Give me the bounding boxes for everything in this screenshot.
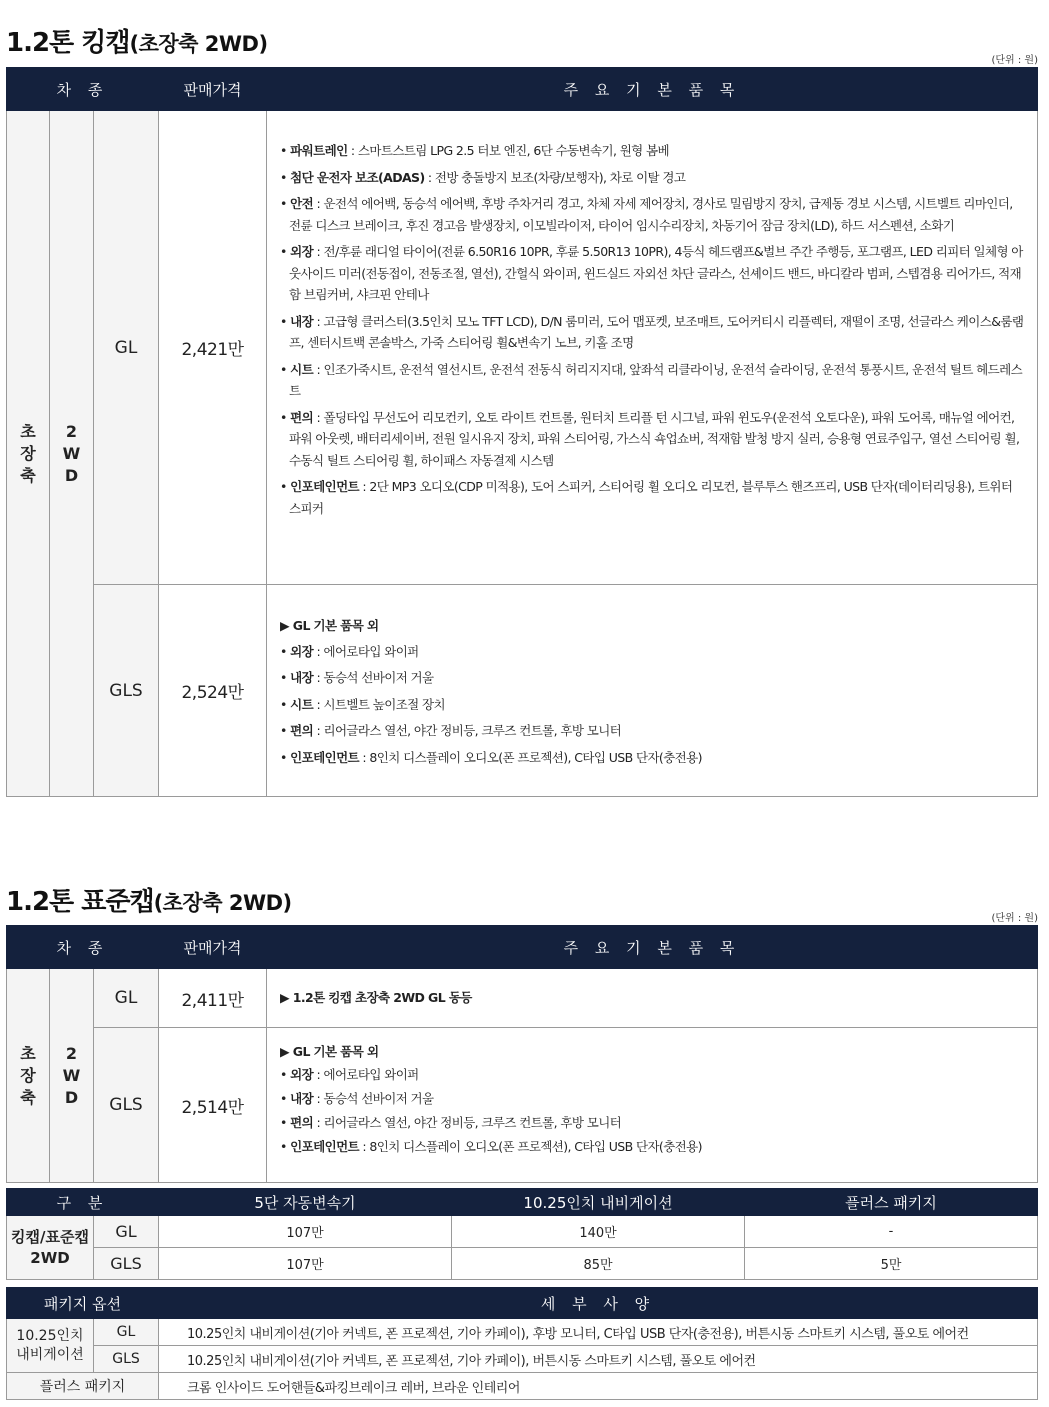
feature-text: : 전방 충돌방지 보조(차량/보행자), 차로 이탈 경고 — [424, 169, 686, 185]
feature-label: 첨단 운전자 보조(ADAS) — [290, 169, 425, 185]
feature-label: 시트 — [290, 361, 314, 377]
feature-text: : 동승석 선바이저 거울 — [313, 670, 434, 685]
feature-item: • 편의 : 폴딩타입 무선도어 리모컨키, 오토 라이트 컨트롤, 원터치 트리플 턴 시그널, 파워 윈도우(운전석 오토다운), 파워 도어록, 매뉴얼 에어컨, 파워 아웃렛, 배터리세이버, 전원 일시유지 장치, 파워 스티어링, 가스식 쇽업쇼버, 적재함 발청 방지 실러, 승용형 연료주입구, 열선 스티어링 휠, 수동식 틸트 스티어링 휠, 하이패스 자동결제 시스템 — [280, 409, 1020, 468]
feature-item: • 외장 : 전/후륜 래디얼 타이어(전륜 6.50R16 10PR, 후륜 5.50R13 10PR), 4등식 헤드램프&벌브 주간 주행등, 포그램프, LED 리피터 일체형 아웃사이드 미러(전동접이, 전동조절, 열선), 간헐식 와이퍼, 윈드실드 자외선 차단 글라스, 선셰이드 밴드, 바디칼라 범퍼, 스텝겸용 리어가드, 적재함 브림커버, 샤크핀 안테나 — [280, 244, 1023, 302]
options-trim-gls: GLS — [94, 1248, 159, 1280]
features-gl-2 — [267, 969, 1038, 1028]
options-gl-auto: 107만 — [159, 1216, 452, 1248]
feature-label: 편의 — [290, 409, 314, 425]
drive-type-label: 2WD — [62, 421, 81, 485]
options-col-auto: 5단 자동변속기 — [159, 1189, 452, 1216]
options-gl-navi: 140만 — [452, 1216, 745, 1248]
feature-item: • 외장 : 에어로타입 와이퍼 — [280, 643, 419, 659]
feature-item: • 편의 : 리어글라스 열선, 야간 정비등, 크루즈 컨트롤, 후방 모니터 — [280, 1115, 622, 1130]
feature-text: : 에어로타입 와이퍼 — [313, 1067, 419, 1082]
price-gls: 2,524만 — [159, 585, 267, 797]
feature-item: • 인포테인먼트 : 8인치 디스플레이 오디오(폰 프로젝션), C타입 USB 단자(충전용) — [280, 749, 702, 765]
feature-item: • 내장 : 동승석 선바이저 거울 — [280, 1091, 434, 1106]
features-gls-heading: ▶ GL 기본 품목 외 — [280, 618, 379, 633]
features-header-2: 주 요 기 본 품 목 — [267, 926, 1038, 969]
feature-text: : 폴딩타입 무선도어 리모컨키, 오토 라이트 컨트롤, 원터치 트리플 턴 시그널, 파워 윈도우(운전석 오토다운), 파워 도어록, 매뉴얼 에어컨, 파워 아웃렛, 배터리세이버, 전원 일시유지 장치, 파워 스티어링, 가스식 쇽업쇼버, 적재함 발청 방지 실러, 승용형 연료주입구, 열선 스티어링 휠, 수동식 틸트 스티어링 휠, 하이패스 자동결제 시스템 — [289, 409, 1020, 468]
feature-label: 파워트레인 — [290, 143, 348, 158]
options-group-label-2: 2WD — [30, 1248, 70, 1267]
feature-item: • 인포테인먼트 : 8인치 디스플레이 오디오(폰 프로젝션), C타입 USB 단자(충전용) — [280, 1139, 702, 1154]
price-header-2: 판매가격 — [159, 926, 267, 969]
packages-col-detail: 세 부 사 양 — [159, 1288, 1038, 1319]
price-header: 판매가격 — [159, 68, 267, 111]
feature-label: 시트 — [290, 696, 314, 712]
packages-table — [6, 1287, 1038, 1400]
packages-plus-label: 플러스 패키지 — [7, 1373, 159, 1400]
feature-item: • 편의 : 리어글라스 열선, 야간 정비등, 크루즈 컨트롤, 후방 모니터 — [280, 723, 622, 738]
options-gls-plus: 5만 — [745, 1248, 1038, 1280]
feature-label: 내장 — [290, 1091, 314, 1106]
feature-item: • 첨단 운전자 보조(ADAS) : 전방 충돌방지 보조(차량/보행자), 차로 이탈 경고 — [280, 169, 686, 185]
features-gl-2-heading: ▶ 1.2톤 킹캡 초장축 2WD GL 동등 — [280, 990, 472, 1006]
price-gl-2: 2,411만 — [159, 969, 267, 1028]
section1-table — [6, 67, 1038, 797]
feature-label: 안전 — [290, 196, 314, 211]
drive-type-label-2: 2WD — [62, 1043, 81, 1107]
feature-item: • 파워트레인 : 스마트스트림 LPG 2.5 터보 엔진, 6단 수동변속기, 원형 봄베 — [280, 143, 669, 158]
trim-gls-2: GLS — [94, 1028, 159, 1183]
model-header: 차 종 — [7, 68, 159, 111]
packages-navi-label-1: 10.25인치 — [16, 1327, 84, 1344]
feature-text: : 동승석 선바이저 거울 — [313, 1091, 434, 1106]
feature-label: 인포테인먼트 — [290, 1139, 360, 1154]
feature-item: • 안전 : 운전석 에어백, 동승석 에어백, 후방 주차거리 경고, 차체 자세 제어장치, 경사로 밀림방지 장치, 급제동 경보 시스템, 시트벨트 리마인더, 전륜 디스크 브레이크, 후진 경고음 발생장치, 이모빌라이저, 타이어 임시수리장치, 차동기어 잠금 장치(LD), 하드 서스펜션, 소화기 — [280, 196, 1013, 233]
feature-label: 편의 — [290, 1115, 314, 1130]
feature-label: 내장 — [290, 313, 314, 329]
options-col-category: 구 분 — [7, 1189, 159, 1216]
feature-label: 인포테인먼트 — [290, 479, 360, 494]
feature-text: : 고급형 클러스터(3.5인치 모노 TFT LCD), D/N 룸미러, 도어 맵포켓, 보조매트, 도어커티시 리플렉터, 재떨이 조명, 선글라스 케이스&룸램프, 센터시트백 콘솔박스, 가죽 스티어링 휠&변속기 노브, 키홀 조명 — [289, 313, 1024, 350]
feature-label: 내장 — [290, 670, 314, 685]
drive-type-cell-2 — [50, 969, 94, 1183]
section1-title — [6, 22, 268, 59]
body-type-cell-2 — [7, 969, 50, 1183]
options-gls-auto: 107만 — [159, 1248, 452, 1280]
packages-navi-trim-gls: GLS — [94, 1346, 159, 1373]
trim-gl-2: GL — [94, 969, 159, 1028]
section2-table — [6, 925, 1038, 1183]
section1-title-sub: (초장축 2WD) — [129, 32, 268, 56]
body-type-cell — [7, 111, 50, 797]
feature-label: 외장 — [290, 244, 314, 259]
section2-unit-label: (단위 : 원) — [991, 913, 1038, 924]
packages-navi-trim-gl: GL — [94, 1319, 159, 1346]
feature-text: : 시트벨트 높이조절 장치 — [313, 696, 445, 712]
section2-title-sub: (초장축 2WD) — [153, 891, 292, 915]
feature-item: • 외장 : 에어로타입 와이퍼 — [280, 1067, 419, 1082]
features-header: 주 요 기 본 품 목 — [267, 68, 1038, 111]
packages-navi-label-2: 내비게이션 — [16, 1346, 84, 1363]
packages-navi-gl-desc: 10.25인치 내비게이션(기아 커넥트, 폰 프로젝션, 기아 카페이), 후방 모니터, C타입 USB 단자(충전용), 버튼시동 스마트키 시스템, 풀오토 에어컨 — [159, 1319, 1038, 1346]
options-col-plus: 플러스 패키지 — [745, 1189, 1038, 1216]
packages-plus-desc: 크롬 인사이드 도어핸들&파킹브레이크 레버, 브라운 인테리어 — [159, 1373, 1038, 1400]
features-gls-2-heading: ▶ GL 기본 품목 외 — [280, 1044, 379, 1059]
feature-text: : 리어글라스 열선, 야간 정비등, 크루즈 컨트롤, 후방 모니터 — [313, 1115, 622, 1130]
feature-label: 인포테인먼트 — [290, 749, 360, 765]
feature-text: : 운전석 에어백, 동승석 에어백, 후방 주차거리 경고, 차체 자세 제어장치, 경사로 밀림방지 장치, 급제동 경보 시스템, 시트벨트 리마인더, 전륜 디스크 브레이크, 후진 경고음 발생장치, 이모빌라이저, 타이어 임시수리장치, 차동기어 잠금 장치(LD), 하드 서스펜션, 소화기 — [289, 196, 1013, 233]
model-header-2: 차 종 — [7, 926, 159, 969]
price-gls-2: 2,514만 — [159, 1028, 267, 1183]
drive-type-cell — [50, 111, 94, 797]
feature-item: • 시트 : 인조가죽시트, 운전석 열선시트, 운전석 전동식 허리지지대, 앞좌석 리클라이닝, 운전석 슬라이딩, 운전석 통풍시트, 운전석 틸트 헤드레스트 — [280, 361, 1023, 398]
feature-label: 편의 — [290, 723, 314, 738]
trim-gls: GLS — [94, 585, 159, 797]
packages-col-option: 패키지 옵션 — [7, 1288, 159, 1319]
feature-text: : 2단 MP3 오디오(CDP 미적용), 도어 스피커, 스티어링 휠 오디오 리모컨, 블루투스 핸즈프리, USB 단자(데이터리딩용), 트위터 스피커 — [289, 479, 1013, 516]
features-gl — [267, 111, 1038, 585]
packages-navi-label — [7, 1319, 94, 1373]
options-group-label — [7, 1216, 94, 1280]
feature-item: • 내장 : 고급형 클러스터(3.5인치 모노 TFT LCD), D/N 룸미러, 도어 맵포켓, 보조매트, 도어커티시 리플렉터, 재떨이 조명, 선글라스 케이스&룸램프, 센터시트백 콘솔박스, 가죽 스티어링 휠&변속기 노브, 키홀 조명 — [280, 313, 1024, 350]
feature-text: : 전/후륜 래디얼 타이어(전륜 6.50R16 10PR, 후륜 5.50R13 10PR), 4등식 헤드램프&벌브 주간 주행등, 포그램프, LED 리피터 일체형 아웃사이드 미러(전동접이, 전동조절, 열선), 간헐식 와이퍼, 윈드실드 자외선 차단 글라스, 선셰이드 밴드, 바디칼라 범퍼, 스텝겸용 리어가드, 적재함 브림커버, 샤크핀 안테나 — [289, 244, 1023, 302]
options-gl-plus: - — [745, 1216, 1038, 1248]
options-table — [6, 1188, 1038, 1280]
section2-title-main: 1.2톤 표준캡 — [6, 887, 154, 917]
feature-item: • 인포테인먼트 : 2단 MP3 오디오(CDP 미적용), 도어 스피커, 스티어링 휠 오디오 리모컨, 블루투스 핸즈프리, USB 단자(데이터리딩용), 트위터 스피커 — [280, 479, 1013, 516]
features-gls — [267, 585, 1038, 797]
section1-unit-label: (단위 : 원) — [991, 55, 1038, 66]
section2-title — [6, 881, 292, 918]
features-gls-2 — [267, 1028, 1038, 1183]
body-type-label: 초장축 — [20, 421, 36, 485]
packages-navi-gls-desc: 10.25인치 내비게이션(기아 커넥트, 폰 프로젝션, 기아 카페이), 버튼시동 스마트키 시스템, 풀오토 에어컨 — [159, 1346, 1038, 1373]
feature-text: : 8인치 디스플레이 오디오(폰 프로젝션), C타입 USB 단자(충전용) — [359, 749, 702, 765]
options-group-label-1: 킹캡/표준캡 — [11, 1227, 89, 1246]
trim-gl: GL — [94, 111, 159, 585]
body-type-label-2: 초장축 — [20, 1043, 36, 1107]
options-col-navi: 10.25인치 내비게이션 — [452, 1189, 745, 1216]
feature-text: : 8인치 디스플레이 오디오(폰 프로젝션), C타입 USB 단자(충전용) — [359, 1139, 702, 1154]
feature-item: • 시트 : 시트벨트 높이조절 장치 — [280, 696, 445, 712]
feature-label: 외장 — [290, 643, 314, 659]
feature-label: 외장 — [290, 1067, 314, 1082]
feature-text: : 인조가죽시트, 운전석 열선시트, 운전석 전동식 허리지지대, 앞좌석 리클라이닝, 운전석 슬라이딩, 운전석 통풍시트, 운전석 틸트 헤드레스트 — [289, 361, 1023, 398]
options-trim-gl: GL — [94, 1216, 159, 1248]
feature-text: : 에어로타입 와이퍼 — [313, 643, 419, 659]
feature-text: : 리어글라스 열선, 야간 정비등, 크루즈 컨트롤, 후방 모니터 — [313, 723, 622, 738]
feature-item: • 내장 : 동승석 선바이저 거울 — [280, 670, 434, 685]
price-gl: 2,421만 — [159, 111, 267, 585]
options-gls-navi: 85만 — [452, 1248, 745, 1280]
section1-title-main: 1.2톤 킹캡 — [6, 28, 130, 58]
feature-text: : 스마트스트림 LPG 2.5 터보 엔진, 6단 수동변속기, 원형 봄베 — [347, 143, 669, 158]
